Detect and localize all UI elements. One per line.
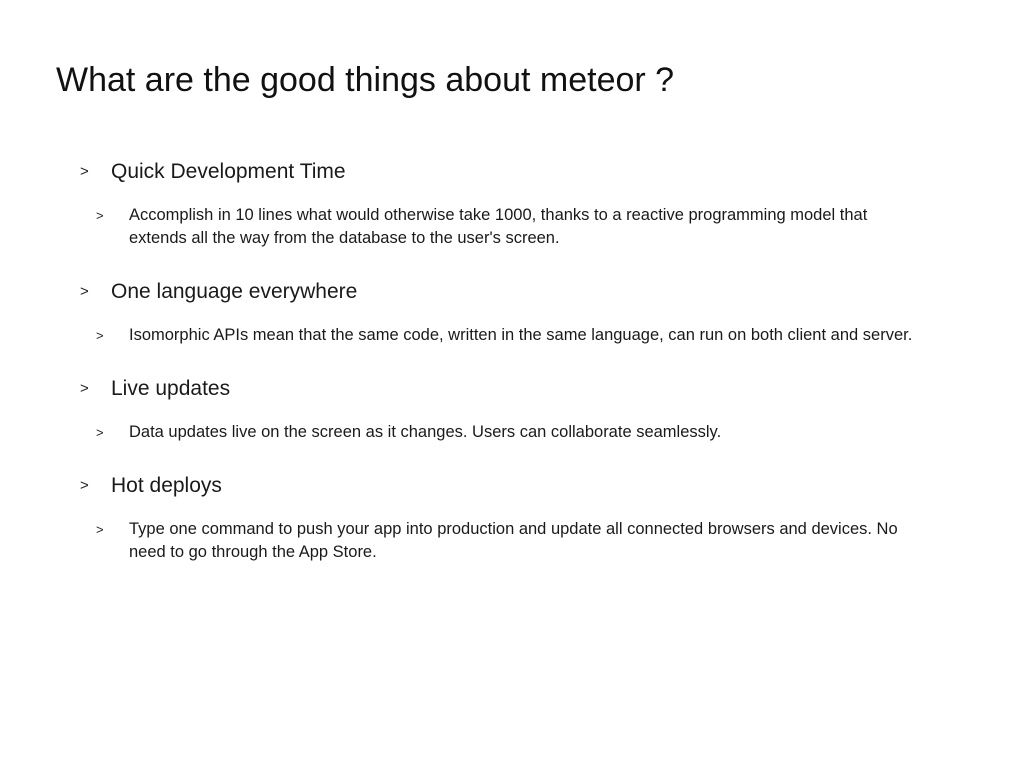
bullet-detail: Type one command to push your app into production and update all connected browsers and devices. No need to go through the App Store. [129,520,898,561]
bullet-marker-icon: > [80,380,89,397]
bullet-item-hot-deploys [80,472,940,564]
sub-bullet-marker-icon: > [96,208,104,223]
bullet-marker-icon: > [80,477,89,494]
bullet-list [80,158,940,564]
bullet-level-2 [96,204,940,250]
bullet-level-1 [80,158,940,186]
bullet-level-2 [96,324,940,347]
bullet-heading: One language everywhere [111,280,358,303]
bullet-marker-icon: > [80,283,89,300]
sub-bullet-marker-icon: > [96,328,104,343]
bullet-level-2 [96,518,940,564]
bullet-level-2 [96,421,940,444]
bullet-item-one-language-everywhere [80,278,940,347]
sub-bullet-marker-icon: > [96,425,104,440]
bullet-detail: Accomplish in 10 lines what would otherwise take 1000, thanks to a reactive programming model that extends all the way from the database to the user's screen. [129,206,868,247]
bullet-heading: Hot deploys [111,474,222,497]
bullet-item-live-updates [80,375,940,444]
bullet-level-1 [80,278,940,306]
bullet-level-1 [80,375,940,403]
bullet-level-1 [80,472,940,500]
sub-bullet-marker-icon: > [96,522,104,537]
bullet-item-quick-development-time [80,158,940,250]
bullet-detail: Data updates live on the screen as it changes. Users can collaborate seamlessly. [129,423,722,441]
bullet-detail: Isomorphic APIs mean that the same code, written in the same language, can run on both client and server. [129,326,913,344]
slide-title: What are the good things about meteor ? [56,61,675,99]
bullet-marker-icon: > [80,163,89,180]
bullet-heading: Live updates [111,377,231,400]
bullet-heading: Quick Development Time [111,160,346,183]
